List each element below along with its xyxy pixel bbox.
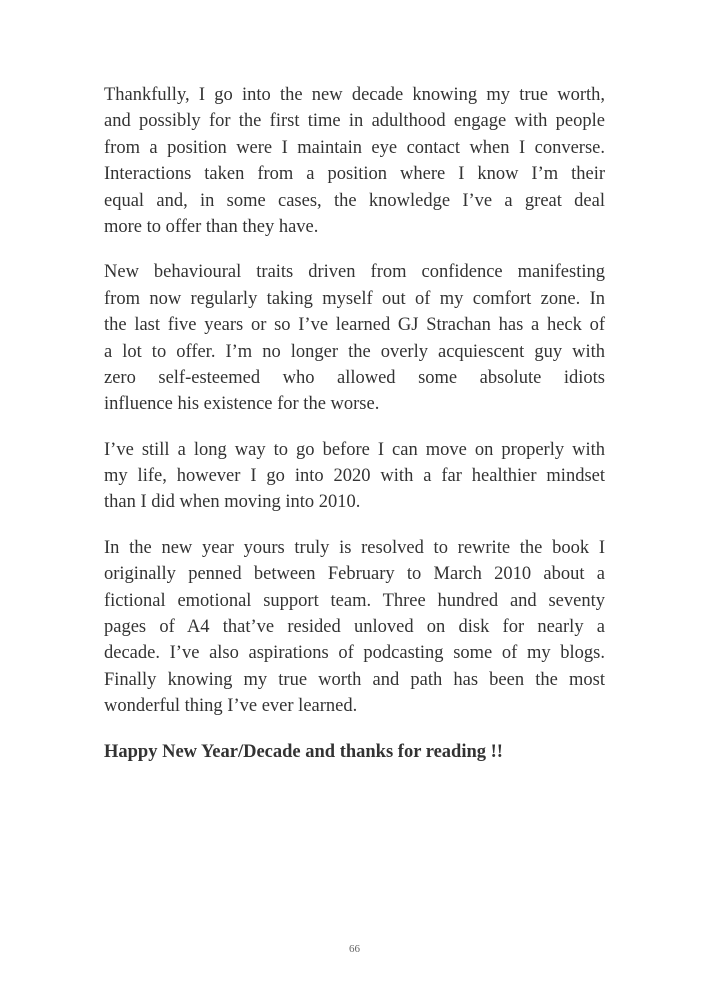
text-line: and possibly for the first time in adulthood engage with people bbox=[104, 111, 605, 132]
text-line: the last five years or so I’ve learned GJ Strachan has a heck of bbox=[104, 315, 605, 336]
text-line: equal and, in some cases, the knowledge I’ve a great deal bbox=[104, 190, 605, 211]
page-number: 66 bbox=[349, 943, 360, 955]
text-line: decade. I’ve also aspirations of podcasting some of my blogs. bbox=[104, 643, 605, 664]
text-line: In the new year yours truly is resolved to rewrite the book I bbox=[104, 537, 605, 558]
closing-line: Happy New Year/Decade and thanks for reading !! bbox=[104, 741, 503, 762]
text-line: originally penned between February to March 2010 about a bbox=[104, 564, 605, 585]
text-line: from now regularly taking myself out of my comfort zone. In bbox=[104, 288, 605, 309]
text-line: Thankfully, I go into the new decade knowing my true worth, bbox=[104, 85, 605, 105]
text-line: wonderful thing I’ve ever learned. bbox=[104, 696, 358, 717]
text-line: my life, however I go into 2020 with a far healthier mindset bbox=[104, 466, 605, 487]
text-line: Interactions taken from a position where I know I’m their bbox=[104, 164, 605, 185]
text-line: fictional emotional support team. Three hundred and seventy bbox=[104, 590, 605, 611]
text-line: influence his existence for the worse. bbox=[104, 394, 380, 415]
text-line: than I did when moving into 2010. bbox=[104, 492, 361, 513]
text-line: more to offer than they have. bbox=[104, 216, 319, 237]
paragraph bbox=[104, 259, 605, 417]
paragraph bbox=[104, 82, 605, 240]
paragraph bbox=[104, 535, 605, 720]
text-line: Finally knowing my true worth and path has been the most bbox=[104, 669, 605, 690]
text-line: I’ve still a long way to go before I can move on properly with bbox=[104, 439, 605, 460]
text-line: pages of A4 that’ve resided unloved on disk for nearly a bbox=[104, 617, 605, 638]
paragraph bbox=[104, 437, 605, 516]
text-line: a lot to offer. I’m no longer the overly acquiescent guy with bbox=[104, 341, 605, 362]
text-line: from a position were I maintain eye contact when I converse. bbox=[104, 137, 605, 158]
text-line: zero self-esteemed who allowed some absolute idiots bbox=[104, 367, 605, 388]
page-body bbox=[104, 82, 605, 765]
text-line: New behavioural traits driven from confidence manifesting bbox=[104, 262, 605, 283]
